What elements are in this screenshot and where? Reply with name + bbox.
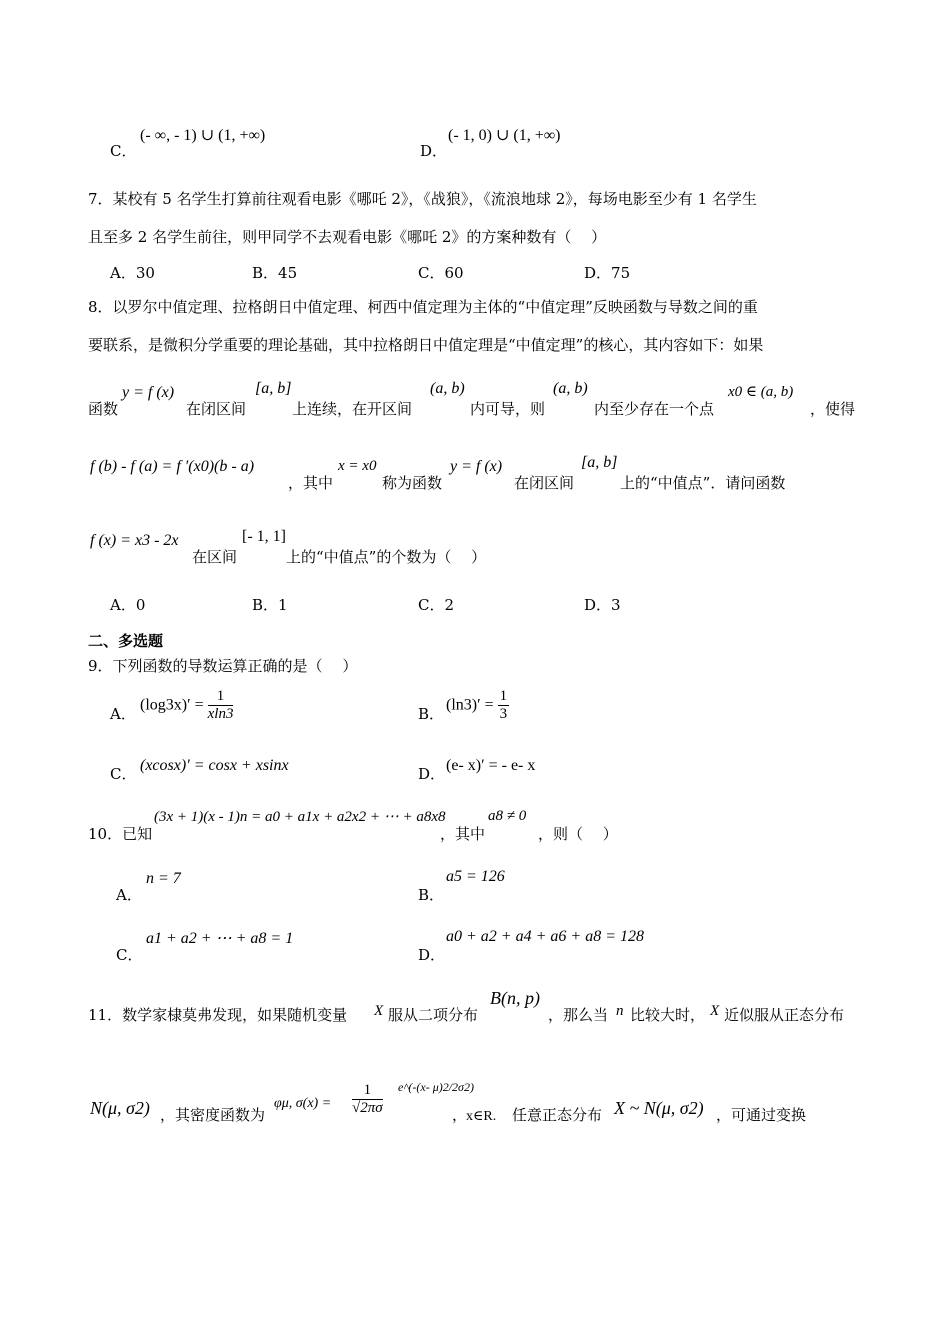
q8-stem-line1: 8．以罗尔中值定理、拉格朗日中值定理、柯西中值定理为主体的“中值定理”反映函数与导数之间的重 — [88, 298, 758, 316]
q8-option-b: B．1 — [252, 596, 288, 614]
q8-stem-line2: 要联系，是微积分学重要的理论基础，其中拉格朗日中值定理是“中值定理”的核心，其内容如下：如果 — [88, 336, 764, 354]
q8-math: (a, b) — [430, 380, 465, 397]
q10-option-a-math: n = 7 — [146, 870, 181, 887]
q8-math: [a, b] — [255, 380, 292, 397]
q6-option-c-math: (- ∞, - 1) ∪ (1, +∞) — [140, 127, 266, 144]
q6-option-d-label: D． — [420, 142, 448, 160]
q11-math: X — [710, 1003, 720, 1019]
q11-math: e^(-(x- μ)2/2σ2) — [398, 1080, 474, 1094]
q8-math: y = f (x) — [122, 384, 175, 401]
q11-math: X — [374, 1003, 384, 1019]
q9-option-d-math: (e- x)′ = - e- x — [446, 757, 536, 774]
q10-text: ，则（ ） — [538, 825, 618, 843]
q8-text: 上的“中值点”．请问函数 — [620, 474, 786, 492]
q9-option-b-label: B． — [418, 705, 445, 723]
q11-text: 比较大时， — [630, 1006, 706, 1024]
section-title: 二、多选题 — [88, 632, 164, 650]
q8-math: f (x) = x3 - 2x — [90, 532, 179, 549]
q9-option-d-label: D． — [418, 765, 446, 783]
q8-math: [- 1, 1] — [242, 528, 286, 545]
q8-math: x = x0 — [338, 458, 377, 474]
q11-density-fraction: $\frac{1}{√2\pi\sigma}$ — [352, 1082, 383, 1116]
q8-math: [a, b] — [581, 454, 618, 471]
q7-option-d: D．75 — [584, 264, 631, 282]
q9-option-a-math: (log3x)′ = $\frac{1}{xln3}$ — [140, 688, 234, 722]
q11-math: φμ, σ(x) = — [274, 1096, 332, 1111]
q11-text: 服从二项分布 — [388, 1006, 479, 1024]
q8-text: 函数 — [88, 400, 119, 418]
q8-text: ，使得 — [810, 400, 856, 418]
q11-text: ，可通过变换 — [716, 1106, 807, 1124]
q8-option-d: D．3 — [584, 596, 621, 614]
q10-option-d-math: a0 + a2 + a4 + a6 + a8 = 128 — [446, 928, 644, 945]
q8-text: ，其中 — [288, 474, 334, 492]
q11-text: 11．数学家棣莫弗发现，如果随机变量 — [88, 1006, 348, 1024]
q9-option-a-label: A． — [110, 705, 136, 723]
q8-math: y = f (x) — [450, 458, 503, 475]
q11-text: 任意正态分布 — [512, 1106, 603, 1124]
q8-math: f (b) - f (a) = f ′(x0)(b - a) — [90, 458, 255, 475]
q8-text: 在区间 — [192, 548, 238, 566]
q10-option-c-math: a1 + a2 + ⋯ + a8 = 1 — [146, 930, 294, 947]
q10-option-b-label: B． — [418, 886, 445, 904]
q11-math: N(μ, σ2) — [90, 1098, 150, 1118]
q8-math: x0 ∈ (a, b) — [728, 384, 794, 400]
q9-option-c-math: (xcosx)′ = cosx + xsinx — [140, 757, 289, 774]
q11-math: x∈R. — [466, 1109, 497, 1124]
q8-text: 内可导，则 — [470, 400, 546, 418]
q7-option-a: A．30 — [110, 264, 155, 282]
q7-option-b: B．45 — [252, 264, 298, 282]
q7-option-c: C．60 — [418, 264, 464, 282]
q10-option-d-label: D． — [418, 946, 446, 964]
q10-text: ，其中 — [440, 825, 486, 843]
q8-option-a: A．0 — [110, 596, 146, 614]
q8-text: 在闭区间 — [514, 474, 575, 492]
q11-text: 近似服从正态分布 — [724, 1006, 845, 1024]
q11-text: ，那么当 — [548, 1006, 609, 1024]
q10-option-a-label: A． — [116, 886, 142, 904]
q11-text: ，其密度函数为 — [160, 1106, 266, 1124]
q11-math: B(n, p) — [490, 988, 540, 1008]
q9-option-b-math: (ln3)′ = $\frac{1}{3}$ — [446, 688, 508, 722]
q8-text: 上的“中值点”的个数为（ ） — [286, 548, 487, 566]
q8-text: 上连续，在开区间 — [292, 400, 413, 418]
q11-text: ， — [452, 1106, 468, 1124]
q11-math: n — [616, 1003, 624, 1019]
q6-option-d-math: (- 1, 0) ∪ (1, +∞) — [448, 127, 561, 144]
q9-stem: 9．下列函数的导数运算正确的是（ ） — [88, 657, 358, 675]
q10-text: 10．已知 — [88, 825, 153, 843]
q11-math: X ~ N(μ, σ2) — [614, 1098, 704, 1118]
q10-option-c-label: C． — [116, 946, 143, 964]
q8-option-c: C．2 — [418, 596, 455, 614]
q8-text: 在闭区间 — [186, 400, 247, 418]
q7-stem-line2: 且至多 2 名学生前往，则甲同学不去观看电影《哪吒 2》的方案种数有（ ） — [88, 228, 607, 246]
q9-option-c-label: C． — [110, 765, 137, 783]
q7-stem-line1: 7．某校有 5 名学生打算前往观看电影《哪吒 2》，《战狼》，《流浪地球 2》，每场电影至少有 1 名学生 — [88, 190, 757, 208]
q8-text: 称为函数 — [382, 474, 443, 492]
q8-math: (a, b) — [553, 380, 588, 397]
q10-math: a8 ≠ 0 — [488, 808, 527, 824]
q10-option-b-math: a5 = 126 — [446, 868, 505, 885]
q10-math: (3x + 1)(x - 1)n = a0 + a1x + a2x2 + ⋯ + a8x8 — [154, 809, 446, 825]
q6-option-c-label: C． — [110, 142, 137, 160]
q8-text: 内至少存在一个点 — [594, 400, 715, 418]
